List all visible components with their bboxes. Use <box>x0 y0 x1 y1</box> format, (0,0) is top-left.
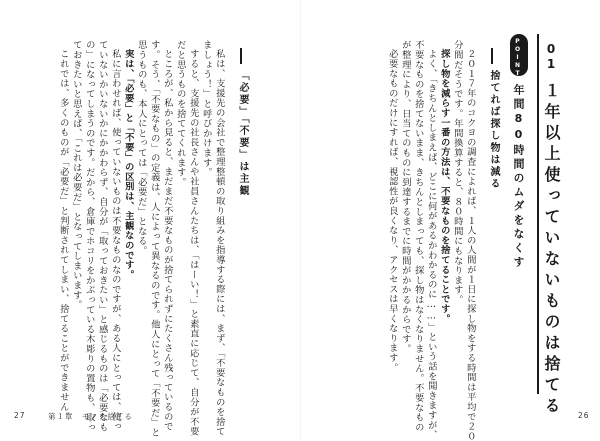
body-line: 私は、支援先の会社で整理整頓の取り組みを指導する際には、まず、「不要なものを捨て <box>213 49 225 437</box>
section-title: １年以上使っていないものは捨てる <box>542 82 561 418</box>
left-page <box>0 0 300 439</box>
page-number: 26 <box>578 411 590 420</box>
subhead-1: 捨てれば探し物は減る <box>488 70 499 190</box>
body-line: 思うものも、本人にとっては「必要だ」となる。 <box>135 40 147 256</box>
title-rule <box>537 34 539 394</box>
point-badge <box>510 34 528 76</box>
subhead-mark <box>240 48 242 64</box>
body-line-emphasis: 探し物を減らす一番の方法は、不要なものを捨てることです。 <box>438 49 450 324</box>
body-line: ２０１７年のコクヨの調査によれば、１人の人間が１日に探し物をする時間は平均で２０ <box>464 49 476 441</box>
running-head: 第１章 モノを捨てる <box>48 412 133 421</box>
point-subtitle: 年間80時間のムダをなくす <box>512 84 525 270</box>
right-page <box>300 0 600 439</box>
page-number: 27 <box>14 411 26 420</box>
body-line: が整理により、日当てのものに到達するまでに時間がかかるからです。 <box>399 40 411 354</box>
body-line: だと思うものを捨ててくれます。 <box>174 40 186 187</box>
body-line: の」になってしまうのです。だから、倉庫でホコリをかぶっている木彫りの置物も、取っ <box>83 40 95 432</box>
point-label: POINT <box>514 38 521 78</box>
body-line: よく、「きちんとしまえば、どこに何があるかわかるのに……」という話を聞きますが、 <box>425 49 437 441</box>
body-line: 私に言わせれば、使っていないものは不要なものなのですが、ある人にとっては、使っ <box>109 49 121 432</box>
body-line: ていないかいないかにかかわらず、自分が「取っておきたい」と感じるものは「必要なも <box>96 40 108 432</box>
body-line: これでは、多くのものが「必要だ」と判断されてしまい、捨てることができません。 <box>57 49 69 422</box>
body-line: す。そう、「不要なもの」の定義は、人によって異なるのです。他人にとって「不要だ」と <box>148 40 160 438</box>
body-line: 分間だそうです。年間換算すると、８０時間にもなります。 <box>451 40 463 305</box>
body-line: ましょう！」と呼びかけます。 <box>200 40 212 178</box>
body-line: 不要なものを捨てないまま、きちんとしまっても、探し物はなくなりません。不要なもの <box>412 40 424 432</box>
section-number: 01 <box>544 42 558 72</box>
subhead-2: 「必要」「不要」は主観 <box>237 70 248 197</box>
body-line-emphasis: 実は、「必要」と「不要」の区別は、主観なのです。 <box>122 49 134 280</box>
body-line: ておきたいと思えば、「これは必要だ」となってしまいます。 <box>70 40 82 310</box>
body-line: ところが、私から見ると、まだまだ不要なものが捨てられずにたくさん残っているので <box>161 49 173 432</box>
body-line: すると、支援先の社長さんや社員さんたちは、「はーい！」と素直に応じて、自分が不要 <box>187 49 199 437</box>
body-line: 必要なものだけにすれば、視認性が良くなり、アクセスは早くなります。 <box>386 49 398 373</box>
subhead-mark <box>491 48 493 64</box>
